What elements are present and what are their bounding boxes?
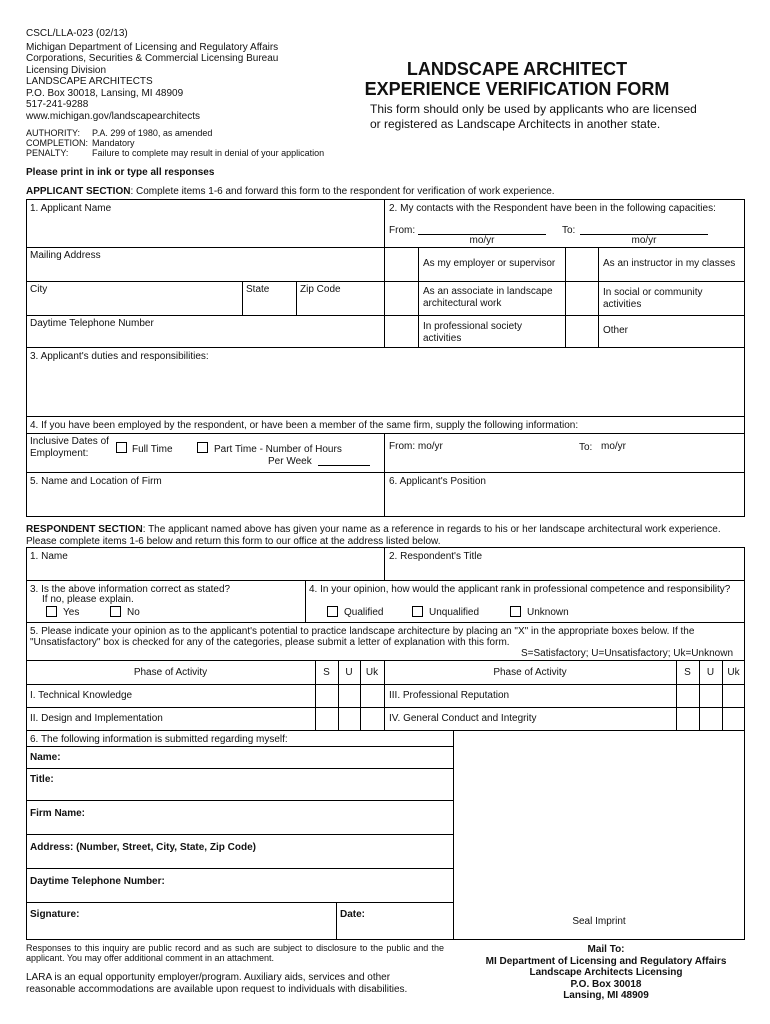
seal-imprint-label: Seal Imprint [572, 916, 626, 927]
info-title-label: Title: [30, 774, 54, 785]
respondent-name-field[interactable] [30, 563, 380, 578]
qualified-label: Qualified [344, 607, 384, 618]
agency-website[interactable]: www.michigan.gov/landscapearchitects [26, 111, 200, 122]
date-label: Date: [340, 909, 366, 920]
respondent-section-text: : The applicant named above has given your name as a reference in regards to his or her landscape architectural work experience. [142, 524, 721, 535]
yes-label: Yes [63, 607, 80, 618]
phase-header-left: Phase of Activity [133, 667, 208, 678]
authority-value: P.A. 299 of 1980, as amended [92, 128, 213, 138]
rating-legend: S=Satisfactory; U=Unsatisfactory; Uk=Unknown [520, 648, 733, 659]
signature-label: Signature: [30, 909, 80, 920]
mail-address-line1: MI Department of Licensing and Regulatory Affairs [485, 956, 727, 967]
mail-address-line2: Landscape Architects Licensing [529, 967, 683, 978]
mail-address-line3: P.O. Box 30018 [570, 979, 642, 990]
employed-label: 4. If you have been employed by the respondent, or have been a member of the same firm, supply the following information: [30, 420, 579, 431]
info-name-label: Name: [30, 752, 61, 763]
firm-name-location-label: 5. Name and Location of Firm [30, 476, 162, 487]
rating-cell-conduct-uk[interactable] [723, 708, 744, 729]
completion-value: Mandatory [92, 138, 135, 148]
public-record-line1: Responses to this inquiry are public record and as such are subject to disclosure to the public and the [26, 943, 444, 953]
unqualified-label: Unqualified [429, 607, 480, 618]
zip-code-field[interactable] [300, 296, 380, 313]
per-week-label: Per Week [268, 456, 312, 467]
phase-technical-knowledge: I. Technical Knowledge [30, 690, 133, 701]
col-u-left: U [345, 667, 353, 678]
applicant-name-field[interactable] [30, 216, 380, 244]
daytime-phone-field[interactable] [30, 330, 380, 345]
info-address-label: Address: (Number, Street, City, State, Zip Code) [30, 842, 256, 853]
applicant-name-label: 1. Applicant Name [30, 203, 112, 214]
unknown-checkbox[interactable] [510, 606, 521, 617]
rating-cell-conduct-s[interactable] [677, 708, 698, 729]
yes-checkbox[interactable] [46, 606, 57, 617]
capacity-social-line1: In social or community [603, 287, 703, 298]
col-uk-left: Uk [365, 667, 379, 678]
penalty-label: PENALTY: [26, 148, 69, 158]
agency-name: Michigan Department of Licensing and Regulatory Affairs [26, 42, 279, 53]
division-name: Licensing Division [26, 65, 107, 76]
contacts-label: 2. My contacts with the Respondent have been in the following capacities: [389, 203, 716, 214]
state-field[interactable] [246, 296, 292, 313]
eeo-line1: LARA is an equal opportunity employer/program. Auxiliary aids, services and other [26, 972, 391, 983]
mail-to-label: Mail To: [587, 944, 625, 955]
info-address-field[interactable] [30, 854, 449, 866]
form-title-line1: LANDSCAPE ARCHITECT [406, 59, 628, 79]
rating-cell-reputation-u[interactable] [700, 685, 721, 706]
respondent-name-label: 1. Name [30, 551, 68, 562]
unqualified-checkbox[interactable] [412, 606, 423, 617]
subtitle-line2: or registered as Landscape Architects in another state. [370, 117, 661, 131]
inclusive-dates-line2: Employment: [30, 448, 89, 459]
applicant-section-label: APPLICANT SECTION [26, 186, 131, 197]
associate-checkbox-cell[interactable] [385, 282, 417, 314]
correct-question-label: 3. Is the above information correct as stated? [30, 584, 231, 595]
employer-checkbox-cell[interactable] [385, 248, 417, 280]
capacity-associate-line1: As an associate in landscape [423, 286, 553, 297]
col-s-left: S [323, 667, 330, 678]
authority-label: AUTHORITY: [26, 128, 81, 138]
state-label: State [246, 284, 270, 295]
mailing-address-field[interactable] [30, 263, 380, 279]
applicant-position-label: 6. Applicant's Position [389, 476, 486, 487]
daytime-phone-label: Daytime Telephone Number [30, 318, 154, 329]
rating-cell-technical-s[interactable] [316, 685, 337, 706]
phase-general-conduct: IV. General Conduct and Integrity [389, 713, 537, 724]
eeo-line2: reasonable accommodations are available upon request to individuals with disabilities. [26, 984, 408, 995]
applicant-section-text: : Complete items 1-6 and forward this form to the respondent for verification of work experience. [130, 186, 555, 197]
subtitle-line1: This form should only be used by applicants who are licensed [370, 102, 697, 116]
employment-to-label: To: [579, 442, 593, 453]
respondent-section-label: RESPONDENT SECTION [26, 524, 143, 535]
phase-header-right: Phase of Activity [493, 667, 567, 678]
program-name: LANDSCAPE ARCHITECTS [26, 76, 153, 87]
contacts-to-moyr: mo/yr [631, 235, 657, 246]
penalty-value: Failure to complete may result in denial of your application [92, 148, 325, 158]
contacts-to-label: To: [562, 225, 576, 236]
capacity-social-line2: activities [603, 299, 642, 310]
capacity-associate-line2: architectural work [423, 298, 502, 309]
contacts-from-label: From: [389, 225, 416, 236]
capacity-other-label: Other [603, 325, 629, 336]
bureau-name: Corporations, Securities & Commercial Licensing Bureau [26, 53, 279, 64]
opinion-line2: "Unsatisfactory" box is checked for any of the categories, please submit a letter of explanation with this form. [30, 637, 510, 648]
social-checkbox-cell[interactable] [566, 282, 597, 314]
capacity-instructor-label: As an instructor in my classes [603, 258, 736, 269]
rating-cell-reputation-s[interactable] [677, 685, 698, 706]
hours-per-week-field[interactable] [318, 465, 370, 466]
correct-explain-label: If no, please explain. [42, 594, 134, 605]
print-note: Please print in ink or type all responses [26, 167, 215, 178]
city-field[interactable] [30, 296, 238, 313]
respondent-section-instructions: Please complete items 1-6 below and return this form to our office at the address listed below. [26, 536, 441, 547]
qualified-checkbox[interactable] [327, 606, 338, 617]
rating-cell-technical-u[interactable] [339, 685, 359, 706]
instructor-checkbox-cell[interactable] [566, 248, 597, 280]
phase-design-implementation: II. Design and Implementation [30, 713, 163, 724]
capacity-employer-label: As my employer or supervisor [423, 258, 556, 269]
opinion-line1: 5. Please indicate your opinion as to the applicant's potential to practice landscape architecture by placing an "X" in the appropriate boxes below. If the [30, 626, 695, 637]
info-name-field[interactable] [64, 749, 449, 766]
public-record-line2: applicant. You may offer additional comment in an attachment. [26, 953, 274, 963]
firm-name-location-field[interactable] [30, 489, 380, 515]
col-s-right: S [684, 667, 691, 678]
phase-professional-reputation: III. Professional Reputation [389, 690, 510, 701]
city-label: City [30, 284, 48, 295]
form-title-line2: EXPERIENCE VERIFICATION FORM [364, 79, 670, 99]
part-time-checkbox[interactable] [197, 442, 208, 453]
full-time-label: Full Time [132, 444, 173, 455]
other-checkbox-cell[interactable] [566, 316, 597, 346]
society-checkbox-cell[interactable] [385, 316, 417, 346]
agency-address: P.O. Box 30018, Lansing, MI 48909 [26, 88, 184, 99]
employment-to-moyr: mo/yr [601, 441, 626, 452]
info-firm-label: Firm Name: [30, 808, 86, 819]
employment-to-field[interactable] [600, 454, 740, 468]
inclusive-dates-line1: Inclusive Dates of [30, 436, 109, 447]
rank-question-label: 4. In your opinion, how would the applicant rank in professional competence and responsibility? [309, 584, 731, 595]
part-time-label: Part Time - Number of Hours [214, 444, 342, 455]
no-label: No [127, 607, 140, 618]
rating-cell-technical-uk[interactable] [361, 685, 383, 706]
date-field[interactable] [370, 905, 450, 938]
info-title-field[interactable] [64, 771, 449, 798]
col-uk-right: Uk [727, 667, 740, 678]
rating-cell-design-s[interactable] [316, 708, 337, 729]
respondent-title-field[interactable] [389, 563, 739, 578]
rating-cell-design-uk[interactable] [361, 708, 383, 729]
employment-from-label: From: mo/yr [389, 441, 443, 452]
applicant-position-field[interactable] [389, 489, 739, 515]
rating-cell-reputation-uk[interactable] [723, 685, 744, 706]
full-time-checkbox[interactable] [116, 442, 127, 453]
zip-code-label: Zip Code [300, 284, 341, 295]
info-phone-label: Daytime Telephone Number: [30, 876, 165, 887]
capacity-society-line1: In professional society [423, 321, 522, 332]
info-label: 6. The following information is submitted regarding myself: [30, 734, 288, 745]
mailing-address-label: Mailing Address [30, 250, 101, 261]
applicant-section-heading [26, 186, 555, 198]
no-checkbox[interactable] [110, 606, 121, 617]
respondent-section-heading [26, 524, 721, 536]
respondent-title-label: 2. Respondent's Title [389, 551, 483, 562]
unknown-label: Unknown [527, 607, 569, 618]
form-id: CSCL/LLA-023 (02/13) [26, 28, 128, 39]
rating-cell-conduct-u[interactable] [700, 708, 721, 729]
employment-from-field[interactable] [450, 438, 570, 468]
signature-field[interactable] [90, 905, 332, 938]
capacity-society-line2: activities [423, 333, 462, 344]
contacts-from-moyr: mo/yr [469, 235, 495, 246]
duties-field[interactable] [30, 364, 740, 414]
rating-cell-design-u[interactable] [339, 708, 359, 729]
completion-label: COMPLETION: [26, 138, 89, 148]
info-firm-field[interactable] [92, 803, 449, 832]
agency-phone: 517-241-9288 [26, 99, 89, 110]
info-phone-field[interactable] [180, 872, 449, 900]
duties-label: 3. Applicant's duties and responsibilities: [30, 351, 209, 362]
mail-address-line4: Lansing, MI 48909 [563, 990, 649, 1001]
col-u-right: U [706, 667, 715, 678]
